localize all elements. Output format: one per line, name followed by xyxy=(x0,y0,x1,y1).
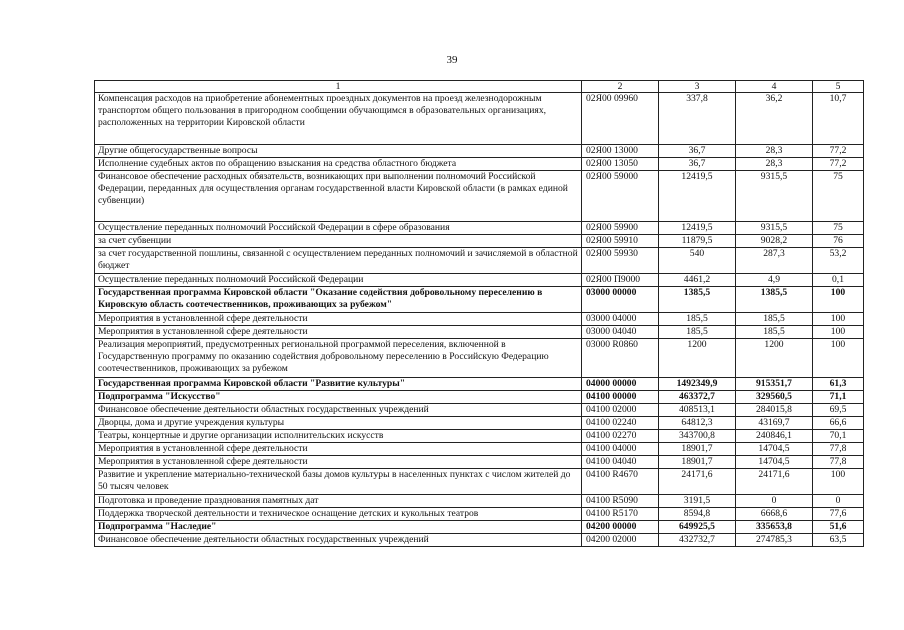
row-plan-cell: 185,5 xyxy=(659,313,736,326)
row-actual-cell: 9315,5 xyxy=(736,171,813,222)
row-actual-cell: 43169,7 xyxy=(736,417,813,430)
row-code-cell: 04100 02270 xyxy=(582,430,659,443)
row-percent-cell: 77,2 xyxy=(813,145,864,158)
row-code-cell: 03000 04040 xyxy=(582,326,659,339)
row-code-cell: 04100 04040 xyxy=(582,456,659,469)
row-name-cell: Мероприятия в установленной сфере деятельности xyxy=(95,326,582,339)
row-percent-cell: 75 xyxy=(813,222,864,235)
row-code-cell: 04100 04000 xyxy=(582,443,659,456)
row-name-cell: Дворцы, дома и другие учреждения культуры xyxy=(95,417,582,430)
row-plan-cell: 24171,6 xyxy=(659,469,736,495)
row-name-cell: Мероприятия в установленной сфере деятельности xyxy=(95,443,582,456)
row-actual-cell: 9315,5 xyxy=(736,222,813,235)
table-row xyxy=(95,430,864,443)
row-name-cell: Мероприятия в установленной сфере деятельности xyxy=(95,456,582,469)
row-name-cell: Исполнение судебных актов по обращению взыскания на средства областного бюджета xyxy=(95,158,582,171)
row-actual-cell: 240846,1 xyxy=(736,430,813,443)
row-code-cell: 04100 R4670 xyxy=(582,469,659,495)
table-row xyxy=(95,274,864,287)
row-code-cell: 03000 04000 xyxy=(582,313,659,326)
row-percent-cell: 53,2 xyxy=(813,248,864,274)
row-code-cell: 04200 00000 xyxy=(582,521,659,534)
table-row xyxy=(95,326,864,339)
row-name-cell: Театры, концертные и другие организации исполнительских искусств xyxy=(95,430,582,443)
row-name-cell: Развитие и укрепление материально-технической базы домов культуры в населенных пунктах с числом жителей до 50 тысяч человек xyxy=(95,469,582,495)
row-name-cell: Осуществление переданных полномочий Российской Федерации в сфере образования xyxy=(95,222,582,235)
budget-table xyxy=(94,80,864,547)
row-name-cell: Финансовое обеспечение деятельности областных государственных учреждений xyxy=(95,404,582,417)
row-code-cell: 02Я00 13050 xyxy=(582,158,659,171)
row-plan-cell: 11879,5 xyxy=(659,235,736,248)
row-actual-cell: 4,9 xyxy=(736,274,813,287)
table-row xyxy=(95,171,864,222)
row-code-cell: 04200 02000 xyxy=(582,534,659,547)
table-row xyxy=(95,235,864,248)
table-row xyxy=(95,158,864,171)
row-actual-cell: 329560,5 xyxy=(736,391,813,404)
row-plan-cell: 12419,5 xyxy=(659,171,736,222)
header-cell-3: 3 xyxy=(659,81,736,93)
table-row xyxy=(95,145,864,158)
row-percent-cell: 51,6 xyxy=(813,521,864,534)
row-actual-cell: 36,2 xyxy=(736,93,813,145)
row-percent-cell: 100 xyxy=(813,326,864,339)
row-name-cell: Государственная программа Кировской области "Развитие культуры" xyxy=(95,378,582,391)
row-name-cell: Подпрограмма "Искусство" xyxy=(95,391,582,404)
row-percent-cell: 77,2 xyxy=(813,158,864,171)
row-actual-cell: 14704,5 xyxy=(736,443,813,456)
row-plan-cell: 432732,7 xyxy=(659,534,736,547)
page-number: 39 xyxy=(446,54,458,66)
table-row xyxy=(95,521,864,534)
table-row xyxy=(95,417,864,430)
row-actual-cell: 28,3 xyxy=(736,145,813,158)
row-plan-cell: 4461,2 xyxy=(659,274,736,287)
row-actual-cell: 28,3 xyxy=(736,158,813,171)
row-plan-cell: 36,7 xyxy=(659,158,736,171)
row-plan-cell: 1200 xyxy=(659,339,736,378)
row-plan-cell: 18901,7 xyxy=(659,443,736,456)
row-plan-cell: 649925,5 xyxy=(659,521,736,534)
row-plan-cell: 337,8 xyxy=(659,93,736,145)
row-percent-cell: 100 xyxy=(813,313,864,326)
row-code-cell: 02Я00 59900 xyxy=(582,222,659,235)
row-actual-cell: 6668,6 xyxy=(736,508,813,521)
row-percent-cell: 69,5 xyxy=(813,404,864,417)
row-plan-cell: 18901,7 xyxy=(659,456,736,469)
table-row xyxy=(95,443,864,456)
row-plan-cell: 64812,3 xyxy=(659,417,736,430)
row-percent-cell: 100 xyxy=(813,469,864,495)
row-percent-cell: 10,7 xyxy=(813,93,864,145)
row-percent-cell: 77,8 xyxy=(813,456,864,469)
row-name-cell: за счет субвенции xyxy=(95,235,582,248)
row-percent-cell: 77,6 xyxy=(813,508,864,521)
row-name-cell: Финансовое обеспечение расходных обязательств, возникающих при выполнении полномочий Российской Федерации, переданных для осуществления органам государственной власти Кировской области (в рамках единой субвенции) xyxy=(95,171,582,222)
row-actual-cell: 24171,6 xyxy=(736,469,813,495)
table-row xyxy=(95,378,864,391)
table-row xyxy=(95,287,864,313)
row-actual-cell: 274785,3 xyxy=(736,534,813,547)
row-code-cell: 04100 02240 xyxy=(582,417,659,430)
row-code-cell: 02Я00 59910 xyxy=(582,235,659,248)
row-name-cell: Финансовое обеспечение деятельности областных государственных учреждений xyxy=(95,534,582,547)
row-name-cell: за счет государственной пошлины, связанной с осуществлением переданных полномочий и зачисляемой в областной бюджет xyxy=(95,248,582,274)
row-plan-cell: 36,7 xyxy=(659,145,736,158)
table-row xyxy=(95,313,864,326)
row-code-cell: 03000 00000 xyxy=(582,287,659,313)
row-actual-cell: 185,5 xyxy=(736,326,813,339)
table-row xyxy=(95,391,864,404)
row-actual-cell: 0 xyxy=(736,495,813,508)
row-plan-cell: 12419,5 xyxy=(659,222,736,235)
row-plan-cell: 540 xyxy=(659,248,736,274)
row-code-cell: 02Я00 13000 xyxy=(582,145,659,158)
row-code-cell: 04100 00000 xyxy=(582,391,659,404)
row-actual-cell: 284015,8 xyxy=(736,404,813,417)
row-name-cell: Государственная программа Кировской области "Оказание содействия добровольному переселению в Кировскую область соотечественников, проживающих за рубежом" xyxy=(95,287,582,313)
row-code-cell: 04100 R5170 xyxy=(582,508,659,521)
table-row xyxy=(95,469,864,495)
row-name-cell: Мероприятия в установленной сфере деятельности xyxy=(95,313,582,326)
row-name-cell: Компенсация расходов на приобретение абонементных проездных документов на проезд железнодорожным транспортом общего пользования в пригородном сообщении обучающимся в образовательных организациях, расположенных на территории Кировской области xyxy=(95,93,582,145)
table-row xyxy=(95,404,864,417)
row-actual-cell: 335653,8 xyxy=(736,521,813,534)
row-code-cell: 02Я00 59000 xyxy=(582,171,659,222)
table-row xyxy=(95,339,864,378)
row-actual-cell: 287,3 xyxy=(736,248,813,274)
row-name-cell: Поддержка творческой деятельности и техническое оснащение детских и кукольных театров xyxy=(95,508,582,521)
header-cell-5: 5 xyxy=(813,81,864,93)
row-name-cell: Осуществление переданных полномочий Российской Федерации xyxy=(95,274,582,287)
row-percent-cell: 100 xyxy=(813,339,864,378)
row-percent-cell: 0,1 xyxy=(813,274,864,287)
row-name-cell: Другие общегосударственные вопросы xyxy=(95,145,582,158)
row-actual-cell: 915351,7 xyxy=(736,378,813,391)
header-row xyxy=(95,81,864,93)
row-name-cell: Подготовка и проведение празднования памятных дат xyxy=(95,495,582,508)
row-name-cell: Подпрограмма "Наследие" xyxy=(95,521,582,534)
row-percent-cell: 71,1 xyxy=(813,391,864,404)
row-percent-cell: 0 xyxy=(813,495,864,508)
row-plan-cell: 343700,8 xyxy=(659,430,736,443)
table-row xyxy=(95,93,864,145)
row-actual-cell: 14704,5 xyxy=(736,456,813,469)
row-percent-cell: 75 xyxy=(813,171,864,222)
row-plan-cell: 185,5 xyxy=(659,326,736,339)
row-code-cell: 04000 00000 xyxy=(582,378,659,391)
row-actual-cell: 9028,2 xyxy=(736,235,813,248)
row-code-cell: 02Я00 П9000 xyxy=(582,274,659,287)
row-percent-cell: 63,5 xyxy=(813,534,864,547)
table-row xyxy=(95,456,864,469)
row-code-cell: 03000 R0860 xyxy=(582,339,659,378)
row-percent-cell: 77,8 xyxy=(813,443,864,456)
row-actual-cell: 1385,5 xyxy=(736,287,813,313)
row-actual-cell: 185,5 xyxy=(736,313,813,326)
row-name-cell: Реализация мероприятий, предусмотренных региональной программой переселения, включенной в Государственную программу по оказанию содействия добровольному переселению в Российскую Федерацию соотечественников, проживающих за рубежом xyxy=(95,339,582,378)
row-code-cell: 02Я00 09960 xyxy=(582,93,659,145)
row-percent-cell: 70,1 xyxy=(813,430,864,443)
row-code-cell: 02Я00 59930 xyxy=(582,248,659,274)
row-percent-cell: 61,3 xyxy=(813,378,864,391)
row-plan-cell: 463372,7 xyxy=(659,391,736,404)
header-cell-1: 1 xyxy=(95,81,582,93)
row-plan-cell: 1385,5 xyxy=(659,287,736,313)
header-cell-4: 4 xyxy=(736,81,813,93)
row-percent-cell: 76 xyxy=(813,235,864,248)
row-plan-cell: 408513,1 xyxy=(659,404,736,417)
header-cell-2: 2 xyxy=(582,81,659,93)
table-row xyxy=(95,222,864,235)
row-plan-cell: 3191,5 xyxy=(659,495,736,508)
row-plan-cell: 1492349,9 xyxy=(659,378,736,391)
row-percent-cell: 66,6 xyxy=(813,417,864,430)
table-row xyxy=(95,495,864,508)
row-plan-cell: 8594,8 xyxy=(659,508,736,521)
row-actual-cell: 1200 xyxy=(736,339,813,378)
table-row xyxy=(95,508,864,521)
row-code-cell: 04100 02000 xyxy=(582,404,659,417)
table-row xyxy=(95,534,864,547)
table-row xyxy=(95,248,864,274)
row-percent-cell: 100 xyxy=(813,287,864,313)
row-code-cell: 04100 R5090 xyxy=(582,495,659,508)
